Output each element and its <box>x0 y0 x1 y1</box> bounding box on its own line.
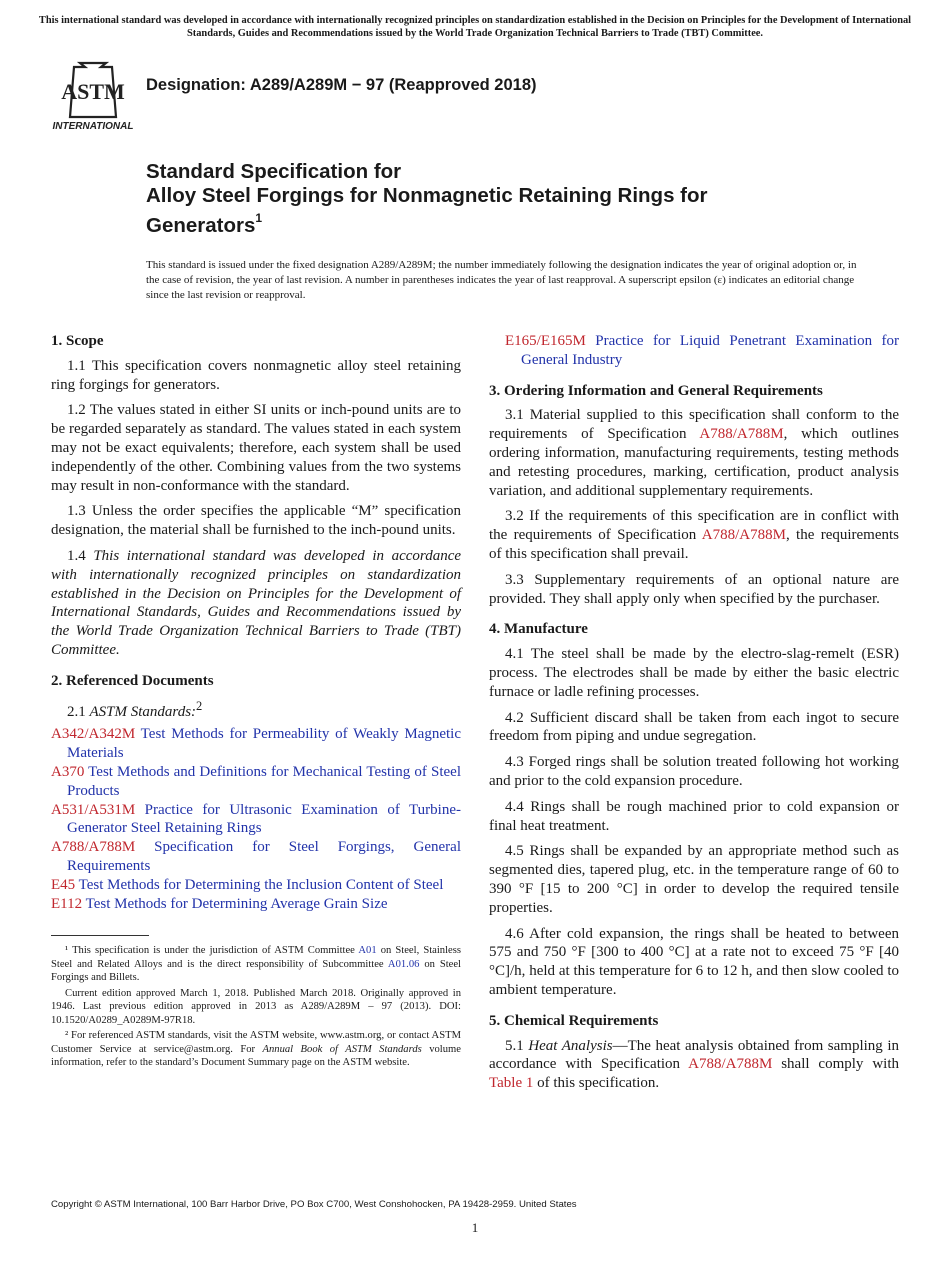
ref-code[interactable]: A788/A788M <box>51 839 136 856</box>
ordering-3-3: 3.3 Supplementary requirements of an optional nature are provided. They shall apply only when specified by the purchaser. <box>489 571 899 607</box>
scope-1-1: 1.1 This specification covers nonmagnetic alloy steel retaining ring forgings for generators. <box>51 357 461 393</box>
manufacture-4-3: 4.3 Forged rings shall be solution treated following hot working and prior to the cold expansion procedure. <box>489 754 899 789</box>
footnote-2 <box>51 1029 461 1070</box>
ref-item[interactable] <box>505 332 899 370</box>
scope-1-2: 1.2 The values stated in either SI units or inch-pound units are to be regarded separately as standard. The values stated in each system may not be exact equivalents; therefore, each system shall be used independently of the other. Combining values from the two systems may result in non-conformance with the standard. <box>51 402 461 494</box>
scope-1-4-text: This international standard was developed in accordance with internationally recognized principles on standardization established in the Decision on Principles for the Development of International Standards, Guides and Recommendations issued by the World Trade Organization Technical Barriers to Trade (TBT) Committee. <box>51 547 462 658</box>
ref-code[interactable]: E45 <box>51 876 76 893</box>
ref-item[interactable] <box>51 725 461 763</box>
table-link[interactable]: Table 1 <box>489 1075 534 1092</box>
spec-link[interactable]: A788/A788M <box>699 426 784 443</box>
fn2-italic: Annual Book of ASTM Standards <box>262 1043 422 1055</box>
ref-title[interactable]: Test Methods for Determining Average Grain Size <box>82 895 388 912</box>
title-line-3-text: Generators <box>146 213 256 237</box>
ref-item[interactable] <box>51 763 461 801</box>
logo-letters: ASTM <box>61 79 125 104</box>
ref-item[interactable] <box>51 838 461 876</box>
referenced-intro-text: ASTM Standards: <box>89 703 197 720</box>
manufacture-4-5: 4.5 Rings shall be expanded by an appropriate method such as segmented dies, tapered plug, etc. in the temperature range of 60 to 390 °F [15 to 200 °C] in order to develop the required tensile properties. <box>489 843 899 916</box>
ref-title[interactable]: Test Methods and Definitions for Mechanical Testing of Steel Products <box>67 763 461 799</box>
left-column <box>51 332 461 1072</box>
footnote-1 <box>51 944 461 985</box>
chemical-5-1 <box>489 1037 899 1093</box>
footnote-1-edition: Current edition approved March 1, 2018. Published March 2018. Originally approved in 1946. Last previous edition approved in 2013 as A289/A289M – 97 (2013). DOI: 10.1520/A0289_A0289M-97R18. <box>51 987 461 1026</box>
tbt-notice: This international standard was developed in accordance with internationally recognized principles on standardization established in the Decision on Principles for the Development of International Standards, Guides and Recommendations issued by the World Trade Organization Technical Barriers to Trade (TBT) Committee. <box>38 15 912 39</box>
ref-item[interactable] <box>51 801 461 839</box>
ref-title[interactable]: Practice for Ultrasonic Examination of Turbine-Generator Steel Retaining Rings <box>67 801 461 837</box>
astm-logo-icon <box>50 55 136 133</box>
page-number: 1 <box>471 1220 479 1235</box>
ordering-3-1-a: 3.1 Material supplied to this specification shall conform to the requirements of Specification <box>489 407 899 443</box>
fn2-text-b: volume information, refer to the standard’s Document Summary page on the ASTM website. <box>51 1043 461 1069</box>
referenced-intro <box>51 697 461 722</box>
footnote-divider <box>51 935 149 936</box>
fn1-subcommittee-link[interactable]: A01.06 <box>387 958 420 970</box>
manufacture-4-2: 4.2 Sufficient discard shall be taken from each ingot to secure freedom from piping and undue segregation. <box>489 709 899 745</box>
ref-code[interactable]: A531/A531M <box>51 801 136 818</box>
ref-code[interactable]: A342/A342M <box>51 726 136 743</box>
chemical-heading: 5. Chemical Requirements <box>489 1012 659 1029</box>
chemical-5-1-a: —The heat analysis obtained from sampling in accordance with Specification <box>489 1037 900 1073</box>
fn1-text-c: on Steel Forgings and Billets. <box>51 958 461 984</box>
manufacture-4-1: 4.1 The steel shall be made by the electro-slag-remelt (ESR) process. The electrodes shall be made by either the basic electric furnace or ladle refining processes. <box>489 646 899 700</box>
referenced-intro-num: 2.1 <box>67 703 90 720</box>
fn1-text-a: ¹ This specification is under the jurisdiction of ASTM Committee <box>65 945 359 957</box>
title-footnote-mark: 1 <box>255 211 263 225</box>
designation: Designation: A289/A289M − 97 (Reapproved 2018) <box>146 76 537 94</box>
referenced-heading: 2. Referenced Documents <box>51 672 214 689</box>
ordering-3-2-b: , the requirements of this specification shall prevail. <box>489 527 899 562</box>
scope-1-4-num: 1.4 <box>67 547 94 564</box>
ref-item[interactable] <box>51 895 461 914</box>
standard-note: This standard is issued under the fixed designation A289/A289M; the number immediately following the designation indicates the year of original adoption or, in the case of revision, the year of last revision. A number in parentheses indicates the year of last reapproval. A superscript epsilon (ε) indicates an editorial change since the last revision or reapproval. <box>146 259 857 301</box>
ref-code[interactable]: A370 <box>51 763 85 780</box>
title-line-3 <box>146 208 708 238</box>
spec-link[interactable]: A788/A788M <box>701 527 786 544</box>
scope-1-3: 1.3 Unless the order specifies the applicable “M” specification designation, the material shall be furnished to the inch-pound units. <box>51 503 461 539</box>
document-title <box>146 160 708 238</box>
title-line-1: Standard Specification for <box>146 160 402 183</box>
chemical-5-1-italic: Heat Analysis <box>528 1037 613 1054</box>
scope-1-4 <box>51 547 461 660</box>
copyright-footer: Copyright © ASTM International, 100 Barr Harbor Drive, PO Box C700, West Conshohocken, PA 19428-2959. United States <box>51 1199 577 1210</box>
title-line-2: Alloy Steel Forgings for Nonmagnetic Retaining Rings for <box>146 184 708 207</box>
fn1-committee-link[interactable]: A01 <box>358 945 377 957</box>
referenced-intro-sup: 2 <box>196 698 203 713</box>
right-column <box>489 332 899 1100</box>
ordering-3-1-b: , which outlines ordering information, manufacturing requirements, testing methods and retesting procedures, marking, certification, product analysis variation, and additional supplementary requirements. <box>489 426 900 499</box>
ordering-3-2 <box>489 507 899 563</box>
ref-title[interactable]: Test Methods for Determining the Inclusion Content of Steel <box>75 876 444 893</box>
spec-link[interactable]: A788/A788M <box>688 1056 773 1073</box>
ordering-3-2-a: 3.2 If the requirements of this specification are in conflict with the requirements of Specification <box>489 508 899 544</box>
chemical-5-1-c: of this specification. <box>533 1075 660 1092</box>
fn1-text-b: on Steel, Stainless Steel and Related Alloys and is the direct responsibility of Subcommittee <box>51 945 461 970</box>
ref-title[interactable]: Practice for Liquid Penetrant Examination for General Industry <box>521 333 899 368</box>
ref-code[interactable]: E112 <box>51 895 83 912</box>
ref-code[interactable]: E165/E165M <box>505 333 586 349</box>
ref-item[interactable] <box>51 876 461 895</box>
ref-title[interactable]: Test Methods for Permeability of Weakly Magnetic Materials <box>67 726 461 762</box>
ordering-heading: 3. Ordering Information and General Requirements <box>489 382 823 399</box>
chemical-5-1-num: 5.1 <box>505 1037 529 1054</box>
chemical-5-1-b: shall comply with <box>772 1056 899 1073</box>
manufacture-heading: 4. Manufacture <box>489 621 588 638</box>
ref-title[interactable]: Specification for Steel Forgings, General Requirements <box>67 839 461 874</box>
scope-heading: 1. Scope <box>51 333 104 349</box>
logo-word: INTERNATIONAL <box>52 121 134 132</box>
manufacture-4-6: 4.6 After cold expansion, the rings shall be heated to between 575 and 750 °F [300 to 400 °C] at a rate not to exceed 75 °F [40 °C]/h, held at this temperature for 6 to 12 h, and then slow cooled to ambient temperature. <box>489 925 899 998</box>
manufacture-4-4: 4.4 Rings shall be rough machined prior to cold expansion or final heat treatment. <box>489 798 899 834</box>
ordering-3-1 <box>489 406 899 500</box>
fn2-text-a: ² For referenced ASTM standards, visit the ASTM website, www.astm.org, or contact ASTM Customer Service at service@astm.org. For <box>51 1030 461 1055</box>
